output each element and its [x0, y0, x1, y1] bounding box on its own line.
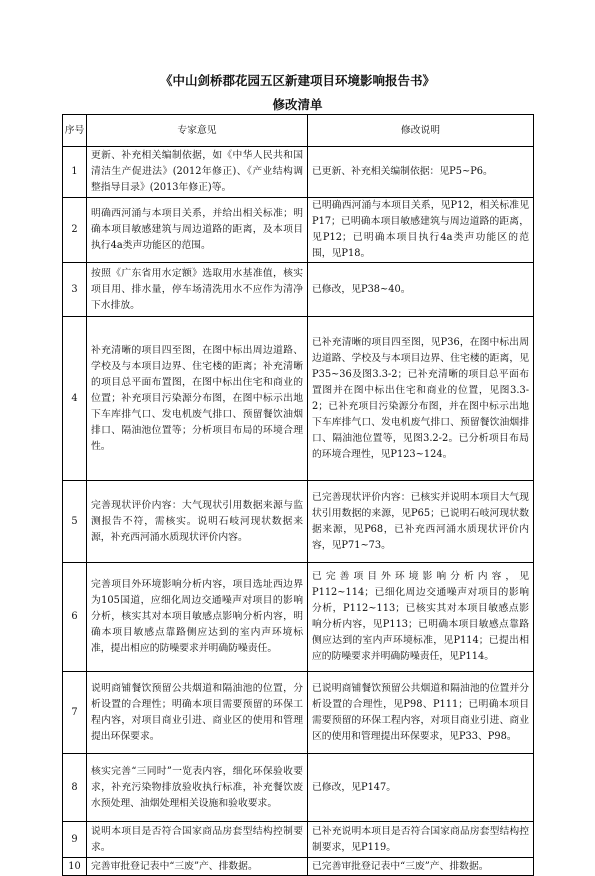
- expert-opinion-cell: [87, 563, 308, 672]
- expert-opinion-text: 更新、补充相关编制依据，如《中华人民共和国清洁生产促进法》(2012年修正)、《产业结构调整指导目录》(2013年修正)等。: [91, 150, 303, 193]
- row-number: 6: [63, 563, 87, 672]
- row-number: 9: [63, 822, 87, 858]
- revision-note-text: 已完善审批登记表中“三废”产、排数据。: [312, 860, 489, 872]
- revision-note-text: 已完善项目外环境影响分析内容，见P112~114；已细化周边交通噪声对项目的影响分析，P112~113；已核实其对本项目敏感点影响分析内容，见P113；已明确本项目敏感点靠路侧应达到的室内声环境标准，见P114；已提出相应的防噪要求并明确防噪责任，见P114。: [312, 571, 529, 662]
- expert-opinion-cell: [87, 317, 308, 481]
- expert-opinion-text: 完善审批登记表中“三废”产、排数据。: [91, 860, 258, 872]
- expert-opinion-cell: [87, 198, 308, 263]
- table-row: [63, 198, 534, 263]
- expert-opinion-text: 说明商铺餐饮预留公共烟道和隔油池的位置，分析设置的合理性；明确本项目需要预留的环保工程内容，对项目商业引进、商业区的使用和管理提出环保要求。: [91, 682, 303, 742]
- revision-note-cell: [308, 754, 534, 822]
- expert-opinion-cell: [87, 481, 308, 563]
- revision-note-text: 已说明商铺餐饮预留公共烟道和隔油池的位置并分析设置的合理性，见P98、P111；已明确本项目需要预留的环保工程内容，对项目商业引进、商业区的使用和管理提出环保要求，见P33、P98。: [312, 682, 529, 742]
- revision-note-cell: [308, 263, 534, 317]
- row-number: 2: [63, 198, 87, 263]
- table-row: [63, 563, 534, 672]
- revision-note-cell: [308, 198, 534, 263]
- revision-note-text: 已完善现状评价内容：已核实并说明本项目大气现状引用数据的来源，见P65；已说明石岐河现状数据来源，见P68，已补充西河涌水质现状评价内容，见P71~73。: [312, 491, 529, 551]
- row-number: 5: [63, 481, 87, 563]
- table-row: [63, 858, 534, 876]
- revision-note-cell: [308, 317, 534, 481]
- expert-opinion-cell: [87, 147, 308, 198]
- revision-note-text: 已补充清晰的项目四至图，见P36，在图中标出周边道路、学校及与本项目边界、住宅楼的距离，见P35~36及图3.3-2；已补充清晰的项目总平面布置图并在图中标出住宅和商业的位置，见图3.3-2；已补充项目污染源分布图，并在图中标示出地下车库排气口、发电机废气排口、预留餐饮油烟排口、隔油池位置等，见图3.2-2。已分析项目布局的环境合理性，见P123~124。: [312, 336, 529, 460]
- revision-note-cell: [308, 481, 534, 563]
- revision-note-text: 已补充说明本项目是否符合国家商品房套型结构控制要求，见P119。: [312, 825, 529, 853]
- row-number: 1: [63, 147, 87, 198]
- expert-opinion-cell: [87, 822, 308, 858]
- expert-opinion-text: 明确西河涌与本项目关系，并给出相关标准；明确本项目敏感建筑与周边道路的距离，及本项目执行4a类声功能区的范围。: [91, 208, 303, 251]
- expert-opinion-text: 按照《广东省用水定额》选取用水基准值，核实项目用、排水量，停车场清洗用水不应作为清净下水排放。: [91, 267, 303, 311]
- revision-note-text: 已修改，见P38~40。: [312, 283, 411, 295]
- expert-opinion-text: 核实完善“三同时”一览表内容，细化环保验收要求，补充污染物排放验收执行标准，补充餐饮废水预处理、油烟处理相关设施和验收要求。: [91, 765, 303, 809]
- revision-note-cell: [308, 147, 534, 198]
- expert-opinion-text: 说明本项目是否符合国家商品房套型结构控制要求。: [91, 825, 303, 853]
- table-row: [63, 672, 534, 754]
- row-number: 4: [63, 317, 87, 481]
- revision-note-text: 已更新、补充相关编制依据：见P5~P6。: [312, 166, 493, 177]
- expert-opinion-cell: [87, 858, 308, 876]
- revision-note-text: 已明确西河涌与本项目关系，见P12，相关标准见P17；已明确本项目敏感建筑与周边道路的距离，见P12；已明确本项目执行4a类声功能区的范围，见P18。: [312, 200, 529, 259]
- expert-opinion-text: 补充清晰的项目四至图，在图中标出周边道路、学校及与本项目边界、住宅楼的距离；补充清晰的项目总平面布置图，在图中标出住宅和商业的位置；补充项目污染源分布图，在图中标示出地下车库排气口、发电机废气排口、预留餐饮油烟排口、隔油池位置等；分析项目布局的环境合理性。: [91, 344, 303, 452]
- revision-note-text: 已修改，见P147。: [312, 781, 397, 793]
- table-row: [63, 822, 534, 858]
- column-header-index: 序号: [63, 115, 87, 147]
- column-header-opinion: 专家意见: [87, 115, 308, 147]
- table-header-row: [63, 115, 534, 147]
- table-row: [63, 147, 534, 198]
- revision-note-cell: [308, 672, 534, 754]
- row-number: 7: [63, 672, 87, 754]
- revision-note-cell: [308, 822, 534, 858]
- expert-opinion-text: 完善项目外环境影响分析内容，项目选址西边界为105国道，应细化周边交通噪声对项目的影响分析，核实其对本项目敏感点影响分析内容，明确本项目敏感点靠路侧应达到的室内声环境标准，提出相应的防噪要求并明确防噪责任。: [91, 579, 303, 654]
- expert-opinion-cell: [87, 754, 308, 822]
- document-title: 《中山剑桥郡花园五区新建项目环境影响报告书》: [159, 73, 435, 88]
- revision-table: [62, 114, 534, 876]
- table-row: [63, 481, 534, 563]
- expert-opinion-cell: [87, 263, 308, 317]
- row-number: 10: [63, 858, 87, 876]
- table-row: [63, 263, 534, 317]
- revision-note-cell: [308, 563, 534, 672]
- revision-note-cell: [308, 858, 534, 876]
- row-number: 8: [63, 754, 87, 822]
- table-row: [63, 754, 534, 822]
- table-row: [63, 317, 534, 481]
- document-subtitle: 修改清单: [272, 97, 323, 112]
- row-number: 3: [63, 263, 87, 317]
- expert-opinion-text: 完善现状评价内容：大气现状引用数据来源与监测报告不符，需核实。说明石岐河现状数据来源，补充西河涌水质现状评价内容。: [91, 499, 303, 543]
- expert-opinion-cell: [87, 672, 308, 754]
- column-header-response: 修改说明: [308, 115, 534, 147]
